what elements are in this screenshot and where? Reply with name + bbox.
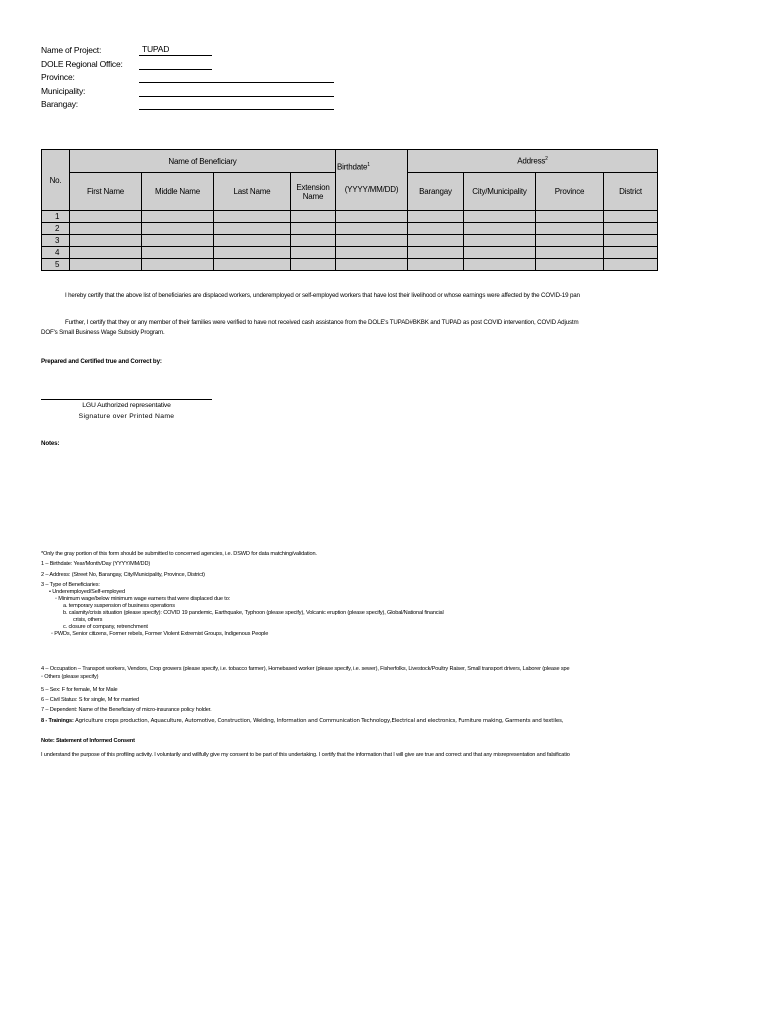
- beneficiary-table: [41, 149, 658, 271]
- notes-label: Notes:: [41, 440, 60, 447]
- table-row: [42, 259, 658, 271]
- cell[interactable]: [536, 235, 604, 247]
- field-underline: [139, 82, 334, 83]
- cell[interactable]: [70, 235, 142, 247]
- cell[interactable]: [604, 223, 658, 235]
- col-header-birthdate: [336, 150, 408, 211]
- cell[interactable]: [464, 247, 536, 259]
- note-type-a: • Underemployed/Self-employed: [49, 588, 125, 595]
- cell[interactable]: [214, 235, 291, 247]
- cell[interactable]: [408, 247, 464, 259]
- row-number: 5: [42, 259, 70, 271]
- note-occupation: 4 – Occupation – Transport workers, Vendors, Crop growers (please specify, i.e. tobacco farmer), Homebased worker (please specify, i.e. sewer), Fisherfolks, Livestock/Poultry Raiser, Small transport drivers, Laborer (please spe: [41, 665, 570, 672]
- consent-title: Note: Statement of Informed Consent: [41, 738, 135, 745]
- cell[interactable]: [70, 223, 142, 235]
- table-row: [42, 223, 658, 235]
- certification-text-3: DOF's Small Business Wage Subsidy Program.: [41, 329, 165, 336]
- col-header-province: Province: [536, 173, 604, 211]
- field-label: DOLE Regional Office:: [41, 58, 123, 69]
- row-number: 3: [42, 235, 70, 247]
- cell[interactable]: [536, 247, 604, 259]
- signature-line: [41, 399, 212, 400]
- cell[interactable]: [142, 247, 214, 259]
- cell[interactable]: [214, 247, 291, 259]
- address-footnote: 2: [545, 156, 548, 163]
- col-header-district: District: [604, 173, 658, 211]
- field-underline: [139, 69, 212, 70]
- cell[interactable]: [408, 235, 464, 247]
- field-project: [41, 44, 341, 58]
- consent-text: I understand the purpose of this profiling activity. I voluntarily and willfully give my consent to be part of this undertaking. I certify that the information that I will give are true and correct and that any misrepresentation and falsificatio: [41, 752, 570, 759]
- birthdate-footnote: 1: [367, 162, 370, 168]
- row-number: 2: [42, 223, 70, 235]
- field-barangay: [41, 98, 341, 112]
- address-label: Address: [517, 156, 546, 166]
- cell[interactable]: [464, 259, 536, 271]
- cell[interactable]: [291, 247, 336, 259]
- note-birthdate: 1 – Birthdate: Year/Month/Day (YYYY/MM/DD): [41, 561, 151, 568]
- cell[interactable]: [70, 211, 142, 223]
- note-type-header: 3 – Type of Beneficiaries:: [41, 581, 100, 588]
- cell[interactable]: [604, 247, 658, 259]
- cell[interactable]: [536, 223, 604, 235]
- field-municipality: [41, 85, 341, 99]
- cell[interactable]: [291, 235, 336, 247]
- certification-text-2: Further, I certify that they or any member of their families were verified to have not received cash assistance from the DOLE's TUPAD#BKBK and TUPAD as post COVID intervention, COVID Adjustm: [65, 319, 579, 326]
- cell[interactable]: [336, 259, 408, 271]
- cell[interactable]: [604, 235, 658, 247]
- field-regional-office: [41, 58, 341, 72]
- note-civil-status: 6 – Civil Status: S for single, M for married: [41, 697, 140, 704]
- project-header: [41, 44, 341, 112]
- col-header-last-name: Last Name: [214, 173, 291, 211]
- cell[interactable]: [536, 259, 604, 271]
- note-address: 2 – Address: (Street No, Barangay, City/Municipality, Province, District): [41, 571, 205, 578]
- col-header-barangay: Barangay: [408, 173, 464, 211]
- note-type-b-b2: crisis, others: [73, 616, 103, 623]
- col-header-no: No.: [42, 150, 70, 211]
- note-type-b-a: a. temporary suspension of business operations: [63, 602, 175, 609]
- cell[interactable]: [604, 259, 658, 271]
- cell[interactable]: [142, 211, 214, 223]
- table-row: [42, 247, 658, 259]
- note-trainings: [41, 716, 657, 726]
- field-label: Barangay:: [41, 99, 78, 110]
- signature-caption: Signature over Printed Name: [78, 413, 175, 420]
- cell[interactable]: [70, 259, 142, 271]
- birthdate-format: (YYYY/MM/DD): [344, 184, 399, 194]
- trainings-label: 8 - Trainings:: [41, 717, 74, 724]
- cell[interactable]: [142, 235, 214, 247]
- row-number: 4: [42, 247, 70, 259]
- certification-text-1: I hereby certify that the above list of beneficiaries are displaced workers, underemployed or self-employed workers that have lost their livelihood or whose earnings were affected by the COVID-19 pan: [65, 292, 580, 299]
- cell[interactable]: [291, 211, 336, 223]
- field-label: Province:: [41, 72, 75, 83]
- cell[interactable]: [604, 211, 658, 223]
- signatory-title: LGU Authorized representative: [82, 402, 171, 409]
- note-gray-portion: *Only the gray portion of this form should be submitted to concerned agencies, i.e. DSWD for data matching/validation.: [41, 551, 317, 557]
- cell[interactable]: [464, 223, 536, 235]
- col-header-beneficiary: Name of Beneficiary: [70, 150, 336, 173]
- notes-list: [41, 549, 657, 761]
- cell[interactable]: [536, 211, 604, 223]
- col-header-middle-name: Middle Name: [142, 173, 214, 211]
- cell[interactable]: [408, 259, 464, 271]
- col-header-address: [408, 150, 658, 173]
- field-label: Municipality:: [41, 85, 86, 96]
- cell[interactable]: [336, 235, 408, 247]
- col-header-city: City/Municipality: [464, 173, 536, 211]
- cell[interactable]: [214, 211, 291, 223]
- cell[interactable]: [70, 247, 142, 259]
- note-type-b-b: b. calamity/crisis situation (please specify): COVID 19 pandemic, Earthquake, Typhoon (please specify), Volcanic eruption (please specify), Global/National financial: [63, 609, 444, 616]
- note-type-c: ◦ PWDs, Senior citizens, Former rebels, Former Violent Extremist Groups, Indigenous People: [51, 630, 269, 637]
- col-header-first-name: First Name: [70, 173, 142, 211]
- field-underline: [139, 55, 212, 56]
- birthdate-label: Birthdate: [337, 162, 368, 172]
- cell[interactable]: [464, 235, 536, 247]
- cell[interactable]: [336, 211, 408, 223]
- prepared-by-label: Prepared and Certified true and Correct by:: [41, 358, 162, 365]
- table-row: [42, 211, 658, 223]
- cell[interactable]: [291, 259, 336, 271]
- cell[interactable]: [336, 247, 408, 259]
- cell[interactable]: [142, 259, 214, 271]
- cell[interactable]: [464, 211, 536, 223]
- row-number: 1: [42, 211, 70, 223]
- note-type-b-c: c. closure of company, retrenchment: [63, 623, 148, 630]
- field-underline: [139, 96, 334, 97]
- field-value: TUPAD: [142, 44, 170, 54]
- cell[interactable]: [291, 223, 336, 235]
- field-underline: [139, 109, 334, 110]
- field-label: Name of Project:: [41, 45, 102, 55]
- cell[interactable]: [142, 223, 214, 235]
- cell[interactable]: [336, 223, 408, 235]
- col-header-extension-name: Extension Name: [291, 173, 336, 211]
- table-row: [42, 235, 658, 247]
- cell[interactable]: [408, 223, 464, 235]
- note-dependent: 7 – Dependent: Name of the Beneficiary of micro-insurance policy holder.: [41, 707, 212, 714]
- cell[interactable]: [214, 223, 291, 235]
- note-type-b: ◦ Minimum wage/below minimum wage earners that were displaced due to:: [55, 595, 231, 602]
- field-province: [41, 71, 341, 85]
- trainings-text: Agriculture crops production, Aquaculture, Automotive, Construction, Welding, Information and Communication Technology,Electrical and electronics, Furniture making, Garments and textiles,: [75, 717, 564, 724]
- cell[interactable]: [214, 259, 291, 271]
- note-sex: 5 – Sex: F for female, M for Male: [41, 686, 118, 693]
- cell[interactable]: [408, 211, 464, 223]
- note-occupation-2: ◦ Others (please specify): [41, 673, 99, 680]
